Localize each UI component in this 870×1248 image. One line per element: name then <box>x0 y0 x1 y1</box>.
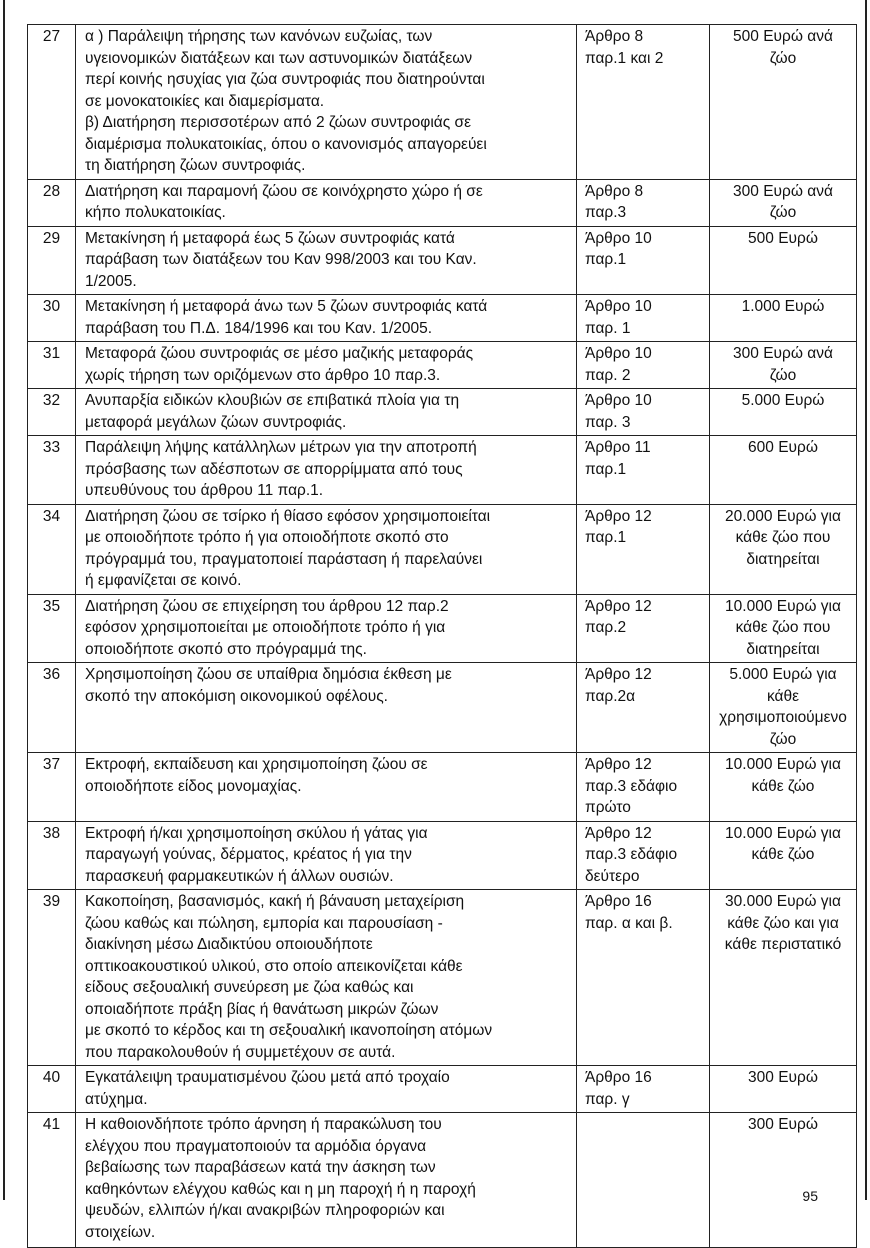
legal-article-line: παρ.1 <box>585 460 627 478</box>
legal-article-line: παρ.3 εδάφιο <box>585 846 678 863</box>
table-row <box>28 821 857 890</box>
legal-article-line: Άρθρο 16 <box>585 893 652 910</box>
legal-article-line: Άρθρο 10 <box>585 298 652 315</box>
penalty-amount-line: 20.000 Ευρώ για <box>725 507 841 525</box>
penalty-amount-line: 10.000 Ευρώ για <box>725 597 841 615</box>
row-number-cell: 35 <box>28 594 76 663</box>
violation-description-line: οποιαδήποτε πράξη βίας ή θανάτωση μικρών ζώων <box>85 1000 439 1018</box>
penalty-amount-cell <box>710 753 857 822</box>
legal-article-line: παρ.3 εδάφιο <box>585 777 678 795</box>
penalty-amount-line: 5.000 Ευρώ <box>741 392 825 409</box>
penalty-amount-cell <box>710 663 857 753</box>
legal-article-cell <box>577 821 710 890</box>
penalty-amount-cell <box>710 436 857 505</box>
table-row <box>28 342 857 389</box>
penalty-amount-line: 300 Ευρώ ανά <box>733 182 833 200</box>
penalty-amount-line: κάθε ζώο που <box>735 529 831 546</box>
legal-article-cell <box>577 1066 710 1113</box>
legal-article-line: παρ. 1 <box>585 319 631 337</box>
violation-description-cell <box>76 342 577 389</box>
violation-description-line: πρόγραμμά του, πραγματοποιεί παράσταση ή παρελαύνει <box>85 550 483 568</box>
penalty-amount-line: ζώο <box>769 366 797 384</box>
legal-article-line: παρ.2α <box>585 687 636 705</box>
violation-description-line: παρασκευή φαρμακευτικών ή άλλων ουσιών. <box>85 867 394 885</box>
violation-description-cell <box>76 179 577 226</box>
violation-description-line: μεταφορά μεγάλων ζώων συντροφιάς. <box>85 413 347 431</box>
page-number: 95 <box>802 1188 818 1204</box>
violation-description-cell <box>76 663 577 753</box>
table-row <box>28 663 857 753</box>
violation-description-line: παραγωγή γούνας, δέρματος, κρέατος ή για την <box>85 846 412 863</box>
penalty-amount-line: 300 Ευρώ <box>748 1116 818 1133</box>
legal-article-line: παρ.3 <box>585 204 627 221</box>
legal-article-line: παρ.2 <box>585 619 627 636</box>
violation-description-line: Μετακίνηση ή μεταφορά άνω των 5 ζώων συντροφιάς κατά <box>85 298 488 315</box>
legal-article-line: πρώτο <box>585 799 631 816</box>
penalty-amount-line: 30.000 Ευρώ για <box>725 893 841 910</box>
penalty-amount-cell <box>710 25 857 180</box>
violation-description-line: Μεταφορά ζώου συντροφιάς σε μέσο μαζικής μεταφοράς <box>85 345 474 362</box>
legal-article-cell <box>577 342 710 389</box>
legal-article-line: παρ. α και β. <box>585 914 673 932</box>
table-row <box>28 436 857 505</box>
legal-article-cell <box>577 295 710 342</box>
penalty-amount-line: 600 Ευρώ <box>748 439 818 456</box>
penalty-amount-line: 1.000 Ευρώ <box>741 298 825 315</box>
penalty-amount-line: 5.000 Ευρώ για <box>729 666 837 683</box>
penalty-amount-line: κάθε ζώο και για <box>727 914 839 932</box>
penalty-amount-cell <box>710 295 857 342</box>
legal-article-cell <box>577 663 710 753</box>
violation-description-line: Εγκατάλειψη τραυματισμένου ζώου μετά από τροχαίο <box>85 1069 450 1086</box>
penalty-amount-line: 300 Ευρώ <box>748 1069 818 1086</box>
penalty-amount-line: κάθε ζώο που <box>735 619 831 636</box>
penalties-table-container <box>27 24 856 1248</box>
row-number-cell: 41 <box>28 1113 76 1248</box>
violation-description-line: πρόσβασης των αδέσποτων σε απορρίμματα από τους <box>85 460 463 478</box>
penalty-amount-line: 10.000 Ευρώ για <box>725 824 841 842</box>
violation-description-line: Κακοποίηση, βασανισμός, κακή ή βάναυση μεταχείριση <box>85 893 465 910</box>
legal-article-line: παρ.1 <box>585 529 627 546</box>
row-number-cell: 27 <box>28 25 76 180</box>
violation-description-line: που παρακολουθούν ή συμμετέχουν σε αυτά. <box>85 1043 396 1061</box>
violation-description-line: ατύχημα. <box>85 1090 148 1108</box>
legal-article-cell <box>577 179 710 226</box>
violation-description-line: εφόσον χρησιμοποιείται με οποιοδήποτε τρόπο ή για <box>85 619 446 636</box>
legal-article-line: παρ. 2 <box>585 366 631 384</box>
violation-description-cell <box>76 436 577 505</box>
row-number-cell: 40 <box>28 1066 76 1113</box>
violation-description-cell <box>76 1066 577 1113</box>
legal-article-line: παρ. γ <box>585 1090 630 1108</box>
violation-description-line: περί κοινής ησυχίας για ζώα συντροφιάς που διατηρούνται <box>85 71 485 88</box>
violation-description-cell <box>76 226 577 295</box>
penalty-amount-cell <box>710 226 857 295</box>
violation-description-line: σε μονοκατοικίες και διαμερίσματα. <box>85 92 325 110</box>
violation-description-line: Παράλειψη λήψης κατάλληλων μέτρων για την αποτροπή <box>85 439 477 456</box>
violation-description-line: κήπο πολυκατοικίας. <box>85 204 226 221</box>
violation-description-line: Διατήρηση ζώου σε επιχείρηση του άρθρου 12 παρ.2 <box>85 597 449 615</box>
row-number-cell: 29 <box>28 226 76 295</box>
table-row <box>28 295 857 342</box>
legal-article-cell <box>577 436 710 505</box>
penalty-amount-line: κάθε ζώο <box>751 777 815 795</box>
row-number-cell: 36 <box>28 663 76 753</box>
penalty-amount-line: 500 Ευρώ <box>748 229 818 247</box>
violation-description-cell <box>76 594 577 663</box>
penalties-table-body <box>28 25 857 1248</box>
violation-description-line: Χρησιμοποίηση ζώου σε υπαίθρια δημόσια έκθεση με <box>85 666 452 683</box>
scan-page-edge-right <box>865 0 867 1200</box>
violation-description-line: με οποιοδήποτε τρόπο ή για οποιοδήποτε σκοπό στο <box>85 529 449 546</box>
penalty-amount-cell <box>710 504 857 594</box>
legal-article-cell <box>577 226 710 295</box>
row-number-cell: 39 <box>28 890 76 1066</box>
row-number-cell: 37 <box>28 753 76 822</box>
row-number-cell: 28 <box>28 179 76 226</box>
violation-description-line: ζώου καθώς και πώληση, εμπορία και παρουσίαση - <box>85 914 443 932</box>
violation-description-line: ελέγχου που πραγματοποιούν τα αρμόδια όργανα <box>85 1137 427 1155</box>
penalty-amount-cell <box>710 389 857 436</box>
violation-description-line: Ανυπαρξία ειδικών κλουβιών σε επιβατικά πλοία για τη <box>85 392 460 409</box>
legal-article-line: Άρθρο 8 <box>585 182 644 200</box>
legal-article-cell <box>577 504 710 594</box>
penalty-amount-line: χρησιμοποιούμενο <box>719 709 847 726</box>
violation-description-line: Διατήρηση ζώου σε τσίρκο ή θίασο εφόσον χρησιμοποιείται <box>85 507 491 525</box>
violation-description-line: Μετακίνηση ή μεταφορά έως 5 ζώων συντροφιάς κατά <box>85 229 455 247</box>
violation-description-line: Η καθοιονδήποτε τρόπο άρνηση ή παρακώλυση του <box>85 1116 442 1133</box>
table-row <box>28 753 857 822</box>
violation-description-cell <box>76 25 577 180</box>
table-row <box>28 1066 857 1113</box>
legal-article-cell <box>577 1113 710 1248</box>
penalty-amount-line: 500 Ευρώ ανά <box>733 28 833 45</box>
violation-description-line: οποιοδήποτε σκοπό στο πρόγραμμά της. <box>85 640 367 658</box>
row-number-cell: 38 <box>28 821 76 890</box>
penalty-amount-line: ζώο <box>769 204 797 221</box>
violation-description-cell <box>76 389 577 436</box>
violation-description-cell <box>76 890 577 1066</box>
penalty-amount-line: κάθε ζώο <box>751 846 815 863</box>
table-row <box>28 890 857 1066</box>
table-row <box>28 389 857 436</box>
legal-article-cell <box>577 25 710 180</box>
penalty-amount-cell <box>710 821 857 890</box>
scan-page-edge-left <box>3 0 5 1200</box>
violation-description-line: 1/2005. <box>85 272 137 290</box>
legal-article-line: Άρθρο 8 <box>585 28 644 45</box>
violation-description-line: καθηκόντων ελέγχου καθώς και η μη παροχή ή η παροχή <box>85 1180 476 1198</box>
violation-description-line: ή εμφανίζεται σε κοινό. <box>85 572 242 589</box>
row-number-cell: 31 <box>28 342 76 389</box>
violation-description-cell <box>76 753 577 822</box>
legal-article-line: Άρθρο 12 <box>585 507 652 525</box>
table-row <box>28 179 857 226</box>
violation-description-line: β) Διατήρηση περισσοτέρων από 2 ζώων συντροφιάς σε <box>85 114 471 131</box>
violation-description-line: α ) Παράλειψη τήρησης των κανόνων ευζωίας, των <box>85 28 433 45</box>
table-row <box>28 504 857 594</box>
violation-description-cell <box>76 1113 577 1248</box>
penalty-amount-line: 300 Ευρώ ανά <box>733 345 833 362</box>
legal-article-cell <box>577 594 710 663</box>
violation-description-line: οποιοδήποτε είδος μονομαχίας. <box>85 777 302 795</box>
violation-description-line: υπευθύνους του άρθρου 11 παρ.1. <box>85 482 324 499</box>
legal-article-line: Άρθρο 12 <box>585 824 652 842</box>
legal-article-line: παρ.1 και 2 <box>585 49 664 67</box>
table-row <box>28 594 857 663</box>
legal-article-cell <box>577 753 710 822</box>
penalty-amount-cell <box>710 890 857 1066</box>
violation-description-line: Εκτροφή, εκπαίδευση και χρησιμοποίηση ζώου σε <box>85 756 428 773</box>
penalty-amount-cell <box>710 594 857 663</box>
violation-description-line: με σκοπό το κέρδος και τη σεξουαλική ικανοποίηση ατόμων <box>85 1022 493 1039</box>
legal-article-line: Άρθρο 10 <box>585 392 652 409</box>
penalty-amount-line: διατηρείται <box>746 550 820 568</box>
violation-description-line: οπτικοακουστικού υλικού, στο οποίο απεικονίζεται κάθε <box>85 957 463 975</box>
violation-description-line: παράβαση του Π.Δ. 184/1996 και του Καν. 1/2005. <box>85 319 433 337</box>
violation-description-line: διαμέρισμα πολυκατοικίας, όπου ο κανονισμός απαγορεύει <box>85 135 487 153</box>
penalty-amount-cell <box>710 1066 857 1113</box>
penalty-amount-line: 10.000 Ευρώ για <box>725 756 841 773</box>
violation-description-line: χωρίς τήρηση των οριζόμενων στο άρθρο 10 παρ.3. <box>85 366 441 384</box>
table-row <box>28 25 857 180</box>
penalties-table <box>27 24 857 1248</box>
legal-article-line: δεύτερο <box>585 867 640 885</box>
violation-description-line: Διατήρηση και παραμονή ζώου σε κοινόχρηστο χώρο ή σε <box>85 182 483 200</box>
row-number-cell: 32 <box>28 389 76 436</box>
legal-article-line: παρ.1 <box>585 251 627 268</box>
table-row <box>28 1113 857 1248</box>
penalty-amount-line: κάθε <box>766 687 800 705</box>
legal-article-line: Άρθρο 11 <box>585 439 651 456</box>
violation-description-line: υγειονομικών διατάξεων και των αστυνομικών διατάξεων <box>85 49 473 67</box>
violation-description-line: ψευδών, ελλιπών ή/και ανακριβών πληροφοριών και <box>85 1202 445 1219</box>
row-number-cell: 30 <box>28 295 76 342</box>
violation-description-line: παράβαση των διατάξεων του Καν 998/2003 και του Καν. <box>85 251 477 268</box>
violation-description-line: τη διατήρηση ζώων συντροφιάς. <box>85 157 306 174</box>
legal-article-line: Άρθρο 12 <box>585 597 652 615</box>
legal-article-line: παρ. 3 <box>585 413 631 431</box>
violation-description-line: στοιχείων. <box>85 1223 156 1241</box>
penalty-amount-cell <box>710 179 857 226</box>
penalty-amount-line: ζώο <box>769 730 797 748</box>
legal-article-cell <box>577 389 710 436</box>
legal-article-line: Άρθρο 10 <box>585 345 652 362</box>
penalty-amount-cell <box>710 342 857 389</box>
violation-description-line: Εκτροφή ή/και χρησιμοποίηση σκύλου ή γάτας για <box>85 824 428 842</box>
legal-article-line: Άρθρο 12 <box>585 666 652 683</box>
violation-description-line: σκοπό την αποκόμιση οικονομικού οφέλους. <box>85 687 388 705</box>
legal-article-line: Άρθρο 10 <box>585 229 652 247</box>
violation-description-cell <box>76 504 577 594</box>
legal-article-line: Άρθρο 16 <box>585 1069 652 1086</box>
row-number-cell: 34 <box>28 504 76 594</box>
row-number-cell: 33 <box>28 436 76 505</box>
violation-description-line: είδους σεξουαλική συνεύρεση με ζώα καθώς και <box>85 979 414 996</box>
table-row <box>28 226 857 295</box>
penalty-amount-cell <box>710 1113 857 1248</box>
penalty-amount-line: ζώο <box>769 49 797 67</box>
penalty-amount-line: κάθε περιστατικό <box>724 936 842 953</box>
legal-article-cell <box>577 890 710 1066</box>
violation-description-cell <box>76 295 577 342</box>
violation-description-line: βεβαίωσης των παραβάσεων κατά την άσκηση των <box>85 1159 436 1176</box>
legal-article-line: Άρθρο 12 <box>585 756 652 773</box>
violation-description-line: διακίνηση μέσω Διαδικτύου οποιουδήποτε <box>85 936 373 953</box>
penalty-amount-line: διατηρείται <box>746 640 820 658</box>
violation-description-cell <box>76 821 577 890</box>
